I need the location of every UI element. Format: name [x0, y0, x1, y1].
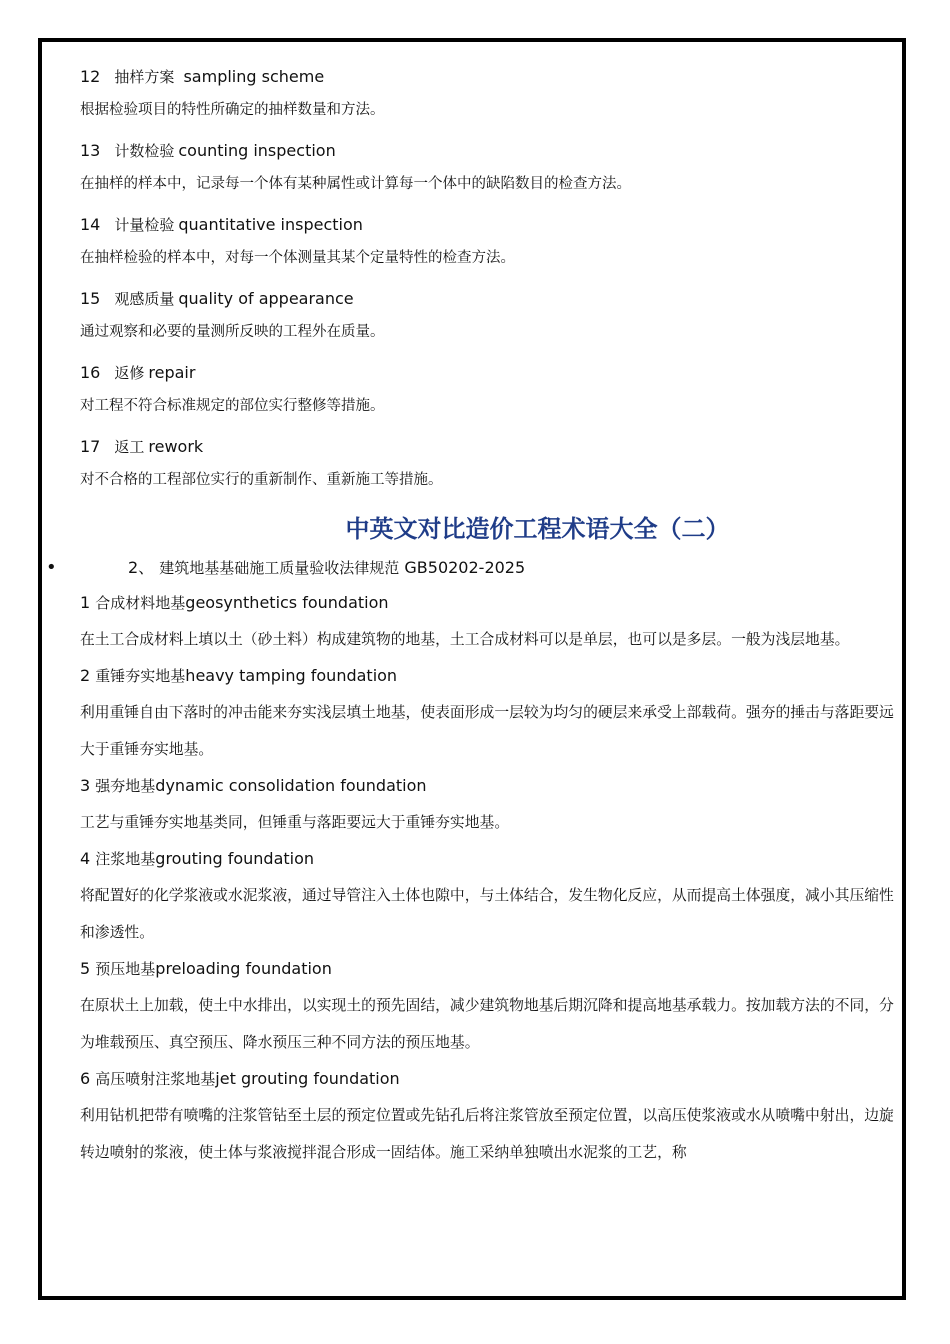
term-entry	[80, 841, 895, 951]
term-number: 1	[80, 593, 91, 612]
term-number: 3	[80, 776, 91, 795]
term-entry	[80, 1061, 895, 1171]
term-heading	[80, 768, 895, 804]
term-entry	[80, 658, 895, 768]
term-heading	[80, 951, 895, 987]
term-entry	[80, 62, 895, 129]
term-chinese: 抽样方案	[114, 68, 175, 86]
term-definition: 利用重锤自由下落时的冲击能来夯实浅层填土地基，使表面形成一层较为均匀的硬层来承受上部载荷。强夯的捶击与落距要远大于重锤夯实地基。	[80, 704, 894, 758]
term-definition: 在抽样的样本中，记录每一个体有某种属性或计算每一个体中的缺陷数目的检查方法。	[80, 176, 631, 192]
section-title: 中英文对比造价工程术语大全（二）	[345, 515, 730, 543]
term-heading	[80, 210, 895, 240]
term-number: 13	[80, 141, 101, 160]
term-english: preloading foundation	[155, 959, 332, 978]
bullet-icon: •	[46, 557, 57, 578]
term-chinese: 观感质量	[114, 290, 175, 308]
term-heading	[80, 841, 895, 877]
term-definition: 在抽样检验的样本中，对每一个体测量其某个定量特性的检查方法。	[80, 250, 515, 266]
term-heading	[80, 358, 895, 388]
term-heading	[80, 432, 895, 462]
term-definition: 工艺与重锤夯实地基类同，但锤重与落距要远大于重锤夯实地基。	[80, 814, 510, 831]
subheading-title: 建筑地基基础施工质量验收法律规范	[159, 559, 400, 577]
term-heading	[80, 62, 895, 92]
term-definition: 在土工合成材料上填以土（砂土料）构成建筑物的地基，土工合成材料可以是单层，也可以是多层。一般为浅层地基。	[80, 631, 850, 648]
term-english: sampling scheme	[183, 67, 325, 86]
document-body	[46, 62, 895, 1171]
term-number: 17	[80, 437, 101, 456]
term-english: repair	[148, 363, 196, 382]
term-definition: 对不合格的工程部位实行的重新制作、重新施工等措施。	[80, 472, 443, 488]
standard-subheading	[46, 551, 895, 585]
term-english: dynamic consolidation foundation	[155, 776, 427, 795]
term-chinese: 预压地基	[95, 960, 156, 978]
term-english: jet grouting foundation	[215, 1069, 400, 1088]
term-number: 12	[80, 67, 101, 86]
term-chinese: 注浆地基	[95, 850, 156, 868]
term-english: quality of appearance	[178, 289, 354, 308]
term-heading	[80, 136, 895, 166]
term-chinese: 返工	[114, 438, 145, 456]
term-english: rework	[148, 437, 204, 456]
term-entry	[80, 210, 895, 277]
term-number: 6	[80, 1069, 91, 1088]
term-chinese: 计数检验	[114, 142, 175, 160]
term-heading	[80, 585, 895, 621]
term-chinese: 计量检验	[114, 216, 175, 234]
term-entry	[80, 951, 895, 1061]
term-definition: 在原状土上加载，使土中水排出，以实现土的预先固结，减少建筑物地基后期沉降和提高地基承载力。按加载方法的不同，分为堆载预压、真空预压、降水预压三种不同方法的预压地基。	[80, 997, 894, 1051]
term-number: 15	[80, 289, 101, 308]
term-english: geosynthetics foundation	[185, 593, 389, 612]
term-heading	[80, 284, 895, 314]
term-number: 5	[80, 959, 91, 978]
term-entry	[80, 284, 895, 351]
term-english: counting inspection	[178, 141, 336, 160]
term-definition: 根据检验项目的特性所确定的抽样数量和方法。	[80, 102, 385, 118]
term-entry	[80, 768, 895, 841]
term-english: quantitative inspection	[178, 215, 363, 234]
term-number: 2	[80, 666, 91, 685]
term-number: 14	[80, 215, 101, 234]
term-definition: 通过观察和必要的量测所反映的工程外在质量。	[80, 324, 385, 340]
term-chinese: 返修	[114, 364, 145, 382]
term-chinese: 重锤夯实地基	[95, 667, 186, 685]
term-number: 16	[80, 363, 101, 382]
term-number: 4	[80, 849, 91, 868]
term-definition: 对工程不符合标准规定的部位实行整修等措施。	[80, 398, 385, 414]
standard-code: GB50202-2025	[404, 558, 526, 577]
term-heading	[80, 1061, 895, 1097]
term-chinese: 合成材料地基	[95, 594, 186, 612]
term-english: grouting foundation	[155, 849, 315, 868]
term-entry	[80, 585, 895, 658]
term-heading	[80, 658, 895, 694]
term-definition: 利用钻机把带有喷嘴的注浆管钻至土层的预定位置或先钻孔后将注浆管放至预定位置，以高压使浆液或水从喷嘴中射出，边旋转边喷射的浆液，使土体与浆液搅拌混合形成一固结体。施工采纳单独喷出水泥浆的工艺，称	[80, 1107, 894, 1161]
subheading-number: 2、	[128, 558, 155, 577]
term-entry	[80, 136, 895, 203]
term-english: heavy tamping foundation	[185, 666, 398, 685]
term-entry	[80, 432, 895, 499]
term-entry	[80, 358, 895, 425]
term-definition: 将配置好的化学浆液或水泥浆液，通过导管注入土体也隙中，与土体结合，发生物化反应，从而提高土体强度，减小其压缩性和渗透性。	[80, 887, 894, 941]
term-chinese: 强夯地基	[95, 777, 156, 795]
term-chinese: 高压喷射注浆地基	[95, 1070, 216, 1088]
